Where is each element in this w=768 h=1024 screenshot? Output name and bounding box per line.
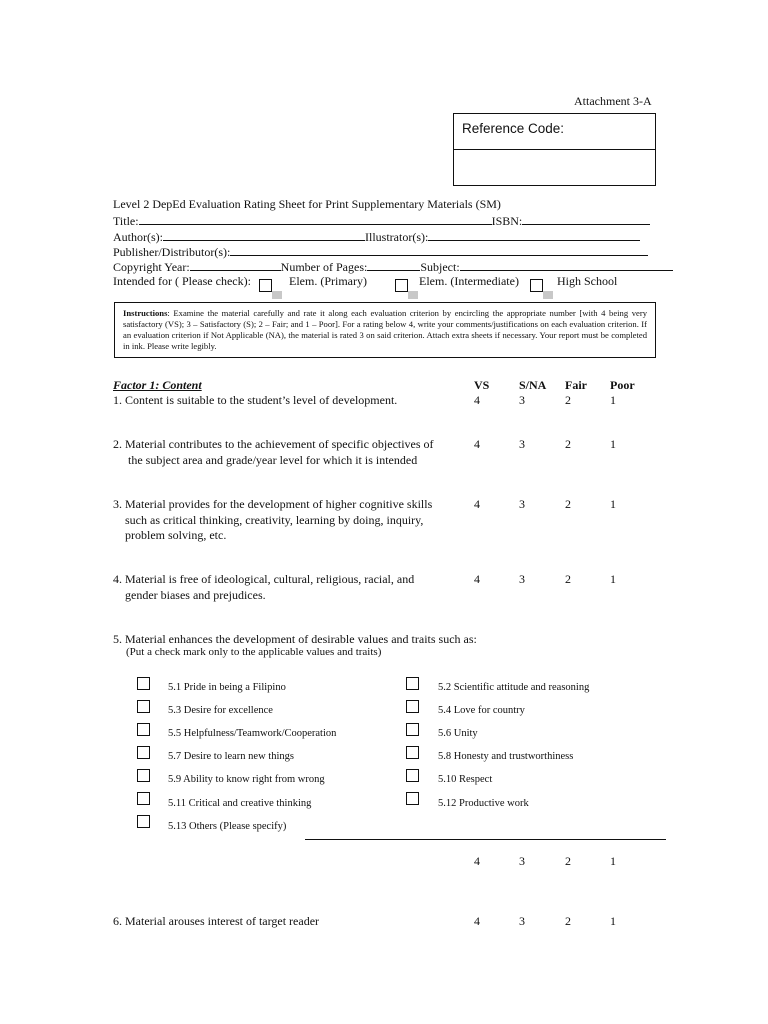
- trait-label: 5.2 Scientific attitude and reasoning: [438, 682, 590, 693]
- instructions-box: [114, 302, 656, 358]
- publisher-field[interactable]: [230, 243, 648, 256]
- trait-checkbox[interactable]: [137, 723, 150, 736]
- criterion-1-line-1: 1. Content is suitable to the student’s level of development.: [113, 393, 398, 407]
- rating-4[interactable]: 4: [474, 914, 480, 928]
- intended-intermediate-checkbox[interactable]: [395, 279, 408, 292]
- rating-3[interactable]: 3: [519, 437, 525, 451]
- copyright-row: [113, 258, 673, 275]
- item-5-note: (Put a check mark only to the applicable values and traits): [126, 646, 382, 658]
- rating-1[interactable]: 1: [610, 854, 616, 868]
- trait-checkbox[interactable]: [137, 700, 150, 713]
- intended-highschool-label: High School: [557, 274, 618, 288]
- instructions-text: : Examine the material carefully and rate it along each evaluation criterion by encircling the appropriate number [with 4 being very satisfactory (VS); 3 – Satisfactory (S); 2 – Fair; and 1 – Poor]. For a rating below 4, write your comments/justifications on each evaluation criterion. If an evaluation criterion if Not Applicable (NA), the material is rated 3 on said criterion. Attach extra sheets if necessary. Your report must be completed in ink. Please write legibly.: [123, 308, 647, 351]
- isbn-field[interactable]: [522, 212, 650, 225]
- publisher-label: Publisher/Distributor(s):: [113, 245, 231, 259]
- criterion-2-line-1: 2. Material contributes to the achievement of specific objectives of: [113, 437, 434, 451]
- rating-4[interactable]: 4: [474, 572, 480, 586]
- reference-code-label: Reference Code:: [462, 121, 565, 136]
- rating-1[interactable]: 1: [610, 914, 616, 928]
- trait-checkbox[interactable]: [137, 792, 150, 805]
- author-label: Author(s):: [113, 230, 163, 244]
- trait-checkbox[interactable]: [406, 677, 419, 690]
- criterion-4-line-2: gender biases and prejudices.: [125, 588, 266, 602]
- column-s-na: S/NA: [519, 378, 547, 392]
- rating-3[interactable]: 3: [519, 914, 525, 928]
- pages-label: Number of Pages:: [280, 260, 368, 274]
- criterion-2-line-2: the subject area and grade/year level for which it is intended: [128, 453, 418, 467]
- title-field[interactable]: [139, 212, 492, 225]
- item-6-text: 6. Material arouses interest of target reader: [113, 914, 320, 928]
- author-field[interactable]: [163, 228, 365, 241]
- trait-label: 5.13 Others (Please specify): [168, 821, 287, 832]
- rating-3[interactable]: 3: [519, 497, 525, 511]
- trait-label: 5.1 Pride in being a Filipino: [168, 682, 286, 693]
- intended-primary-checkbox[interactable]: [259, 279, 272, 292]
- trait-checkbox[interactable]: [137, 746, 150, 759]
- trait-checkbox[interactable]: [137, 769, 150, 782]
- trait-label: 5.8 Honesty and trustworthiness: [438, 751, 574, 762]
- trait-label: 5.7 Desire to learn new things: [168, 751, 294, 762]
- column-vs: VS: [474, 378, 490, 392]
- rating-3[interactable]: 3: [519, 393, 525, 407]
- copyright-label: Copyright Year:: [113, 260, 190, 274]
- item-5-title: 5. Material enhances the development of desirable values and traits such as:: [113, 632, 477, 646]
- trait-label: 5.4 Love for country: [438, 705, 525, 716]
- sheet-title: Level 2 DepEd Evaluation Rating Sheet for Print Supplementary Materials (SM): [113, 197, 501, 211]
- trait-checkbox[interactable]: [137, 815, 150, 828]
- instructions-lead: Instructions: [123, 308, 168, 318]
- rating-4[interactable]: 4: [474, 497, 480, 511]
- attachment-label: Attachment 3-A: [574, 94, 652, 108]
- trait-checkbox[interactable]: [406, 769, 419, 782]
- copyright-field[interactable]: [190, 258, 281, 271]
- column-fair: Fair: [565, 378, 587, 392]
- factor-title: Factor 1: Content: [113, 378, 202, 392]
- rating-2[interactable]: 2: [565, 437, 571, 451]
- checkbox-shade: [543, 291, 553, 299]
- rating-2[interactable]: 2: [565, 914, 571, 928]
- subject-label: Subject:: [420, 260, 460, 274]
- intended-highschool-checkbox[interactable]: [530, 279, 543, 292]
- rating-4[interactable]: 4: [474, 437, 480, 451]
- rating-3[interactable]: 3: [519, 572, 525, 586]
- subject-field[interactable]: [460, 258, 673, 271]
- rating-2[interactable]: 2: [565, 854, 571, 868]
- rating-2[interactable]: 2: [565, 572, 571, 586]
- trait-label: 5.6 Unity: [438, 728, 478, 739]
- checkbox-shade: [408, 291, 418, 299]
- trait-checkbox[interactable]: [137, 677, 150, 690]
- trait-label: 5.5 Helpfulness/Teamwork/Cooperation: [168, 728, 337, 739]
- trait-checkbox[interactable]: [406, 746, 419, 759]
- rating-2[interactable]: 2: [565, 393, 571, 407]
- trait-checkbox[interactable]: [406, 723, 419, 736]
- rating-1[interactable]: 1: [610, 497, 616, 511]
- intended-label: Intended for ( Please check):: [113, 274, 251, 288]
- intended-intermediate-label: Elem. (Intermediate): [419, 274, 519, 288]
- intended-primary-label: Elem. (Primary): [289, 274, 367, 288]
- title-label: Title:: [113, 214, 139, 228]
- criterion-3-line-2: such as critical thinking, creativity, learning by doing, inquiry,: [125, 513, 424, 527]
- rating-4[interactable]: 4: [474, 854, 480, 868]
- criterion-3-line-1: 3. Material provides for the development of higher cognitive skills: [113, 497, 433, 511]
- pages-field[interactable]: [367, 258, 420, 271]
- column-poor: Poor: [610, 378, 635, 392]
- trait-label: 5.11 Critical and creative thinking: [168, 798, 312, 809]
- trait-label: 5.3 Desire for excellence: [168, 705, 273, 716]
- reference-code-box: [453, 113, 656, 186]
- isbn-label: ISBN:: [491, 214, 523, 228]
- illustrator-label: Illustrator(s):: [365, 230, 429, 244]
- illustrator-field[interactable]: [428, 228, 640, 241]
- rating-1[interactable]: 1: [610, 393, 616, 407]
- checkbox-shade: [272, 291, 282, 299]
- trait-label: 5.10 Respect: [438, 774, 493, 785]
- rating-3[interactable]: 3: [519, 854, 525, 868]
- rating-1[interactable]: 1: [610, 437, 616, 451]
- rating-2[interactable]: 2: [565, 497, 571, 511]
- title-row: [113, 212, 650, 229]
- reference-code-divider: [454, 149, 655, 150]
- trait-checkbox[interactable]: [406, 700, 419, 713]
- criterion-3-line-3: problem solving, etc.: [125, 528, 227, 542]
- rating-4[interactable]: 4: [474, 393, 480, 407]
- trait-label: 5.12 Productive work: [438, 798, 529, 809]
- criterion-4-line-1: 4. Material is free of ideological, cultural, religious, racial, and: [113, 572, 415, 586]
- others-specify-line[interactable]: [305, 839, 666, 840]
- trait-label: 5.9 Ability to know right from wrong: [168, 774, 325, 785]
- trait-checkbox[interactable]: [406, 792, 419, 805]
- rating-1[interactable]: 1: [610, 572, 616, 586]
